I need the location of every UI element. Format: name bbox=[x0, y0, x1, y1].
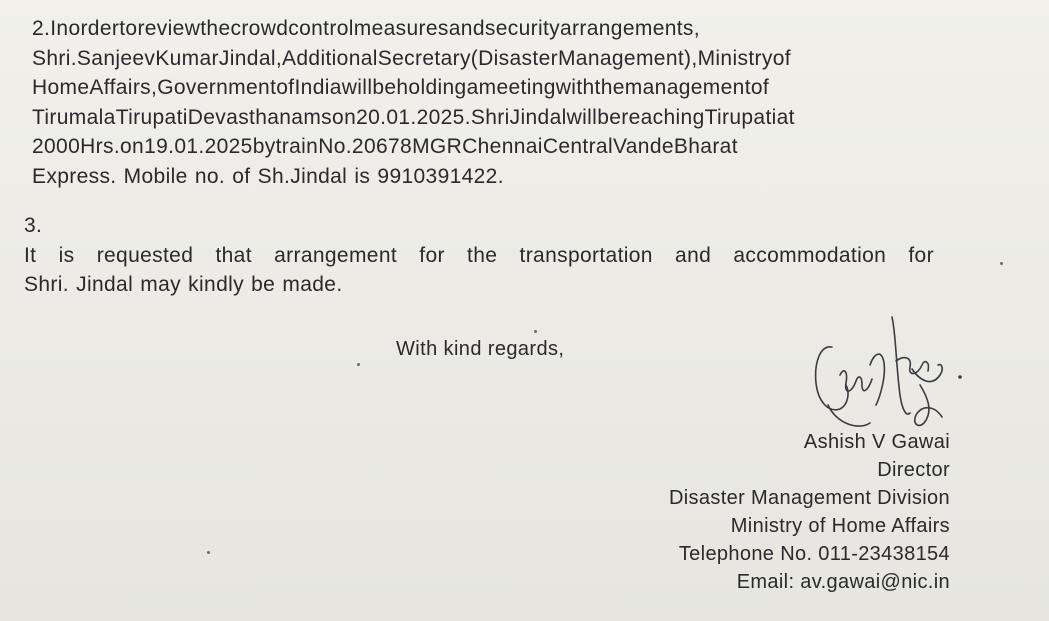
paragraph-2-line bbox=[32, 44, 932, 74]
word: crowd bbox=[230, 17, 289, 40]
word: Devasthanams bbox=[187, 105, 333, 129]
paragraph-2-line bbox=[32, 132, 932, 162]
word: on bbox=[332, 105, 357, 129]
word: 19.01.2025 bbox=[144, 135, 253, 158]
handwritten-signature bbox=[800, 305, 980, 445]
word: Jindal, bbox=[218, 46, 283, 70]
word: arrangement bbox=[274, 243, 398, 267]
speck bbox=[1000, 262, 1003, 265]
speck bbox=[534, 330, 537, 333]
word: of bbox=[276, 76, 295, 99]
word: be bbox=[372, 76, 397, 99]
signatory-designation: Director bbox=[877, 459, 950, 481]
word: In bbox=[50, 17, 69, 40]
word: Additional bbox=[282, 46, 378, 70]
word: be bbox=[597, 105, 622, 129]
word: of bbox=[772, 46, 791, 70]
word: at bbox=[776, 105, 795, 129]
word: management bbox=[624, 76, 751, 99]
word: Central bbox=[542, 135, 613, 158]
word: holding bbox=[396, 76, 467, 99]
word: Tirupati bbox=[115, 105, 188, 129]
word: control bbox=[288, 17, 354, 40]
signatory-name: Ashish V Gawai bbox=[803, 431, 950, 453]
word: the bbox=[594, 76, 625, 99]
word: requested bbox=[96, 243, 194, 267]
word: It bbox=[24, 243, 37, 267]
word: and bbox=[675, 243, 712, 267]
speck bbox=[357, 363, 360, 366]
paragraph-3-line-1 bbox=[24, 211, 934, 270]
paragraph-3-text bbox=[24, 241, 934, 271]
signatory-ministry: Ministry of Home Affairs bbox=[730, 515, 950, 537]
word: Secretary bbox=[377, 46, 471, 70]
word: train bbox=[275, 135, 319, 158]
word: with bbox=[555, 76, 595, 99]
word: No.20678 bbox=[318, 135, 413, 158]
word: Express. Mobile no. of Sh.Jindal is 9910391422. bbox=[32, 164, 504, 188]
word: and bbox=[448, 17, 485, 40]
word: Jindal bbox=[509, 105, 567, 129]
word: the bbox=[467, 243, 498, 267]
word: 2000 bbox=[32, 135, 81, 158]
word: Management), bbox=[557, 46, 698, 70]
word: Tirumala bbox=[32, 105, 116, 129]
word: is bbox=[58, 243, 75, 267]
word: the bbox=[200, 17, 231, 40]
word: that bbox=[215, 243, 252, 267]
word: for bbox=[908, 243, 934, 267]
word: Vande bbox=[612, 135, 674, 158]
word: security bbox=[484, 17, 561, 40]
word: reaching bbox=[621, 105, 705, 129]
paragraph-2-line bbox=[32, 14, 932, 44]
paragraph-2-line bbox=[32, 73, 932, 103]
word: order bbox=[68, 17, 120, 40]
word: Home bbox=[32, 76, 90, 99]
word: for bbox=[419, 243, 445, 267]
word: will bbox=[341, 76, 373, 99]
paragraph-2-line bbox=[32, 162, 932, 192]
word: Bharat bbox=[673, 135, 738, 158]
word: meeting bbox=[478, 76, 556, 99]
word: a bbox=[466, 76, 479, 99]
word: 2. bbox=[32, 17, 51, 40]
word: India bbox=[294, 76, 342, 99]
signatory-division: Disaster Management Division bbox=[668, 487, 950, 509]
word: (Disaster bbox=[470, 46, 558, 70]
word: to bbox=[119, 17, 138, 40]
word: Affairs, bbox=[89, 76, 158, 99]
paragraph-3-line-2: Shri. Jindal may kindly be made. bbox=[24, 273, 343, 296]
paragraph-2 bbox=[32, 14, 932, 191]
word: will bbox=[566, 105, 598, 129]
word: MGR bbox=[412, 135, 463, 158]
word: 20.01.2025. bbox=[356, 105, 471, 129]
word: Tirupati bbox=[704, 105, 777, 129]
paragraph-3 bbox=[24, 211, 934, 300]
word: Chennai bbox=[462, 135, 543, 158]
word: Hrs. bbox=[80, 135, 121, 158]
word: on bbox=[120, 135, 145, 158]
signatory-telephone: Telephone No. 011-23438154 bbox=[678, 543, 950, 565]
word: accommodation bbox=[733, 243, 887, 267]
word: Government bbox=[157, 76, 277, 99]
word: Ministry bbox=[697, 46, 773, 70]
word: Shri.Sanjeev bbox=[32, 46, 156, 70]
word: by bbox=[252, 135, 276, 158]
word: of bbox=[750, 76, 770, 99]
speck bbox=[207, 551, 210, 554]
word: Shri bbox=[470, 105, 510, 129]
word: measures bbox=[353, 17, 449, 40]
word: review bbox=[137, 17, 201, 40]
paragraph-3-number: 3. bbox=[24, 214, 43, 237]
paragraph-2-line bbox=[32, 103, 932, 133]
word: Kumar bbox=[155, 46, 219, 70]
closing-salutation: With kind regards, bbox=[396, 338, 565, 360]
signature-block bbox=[669, 428, 950, 596]
word: transportation bbox=[519, 243, 653, 267]
word: arrangements, bbox=[560, 17, 700, 40]
signatory-email: Email: av.gawai@nic.in bbox=[736, 571, 950, 593]
